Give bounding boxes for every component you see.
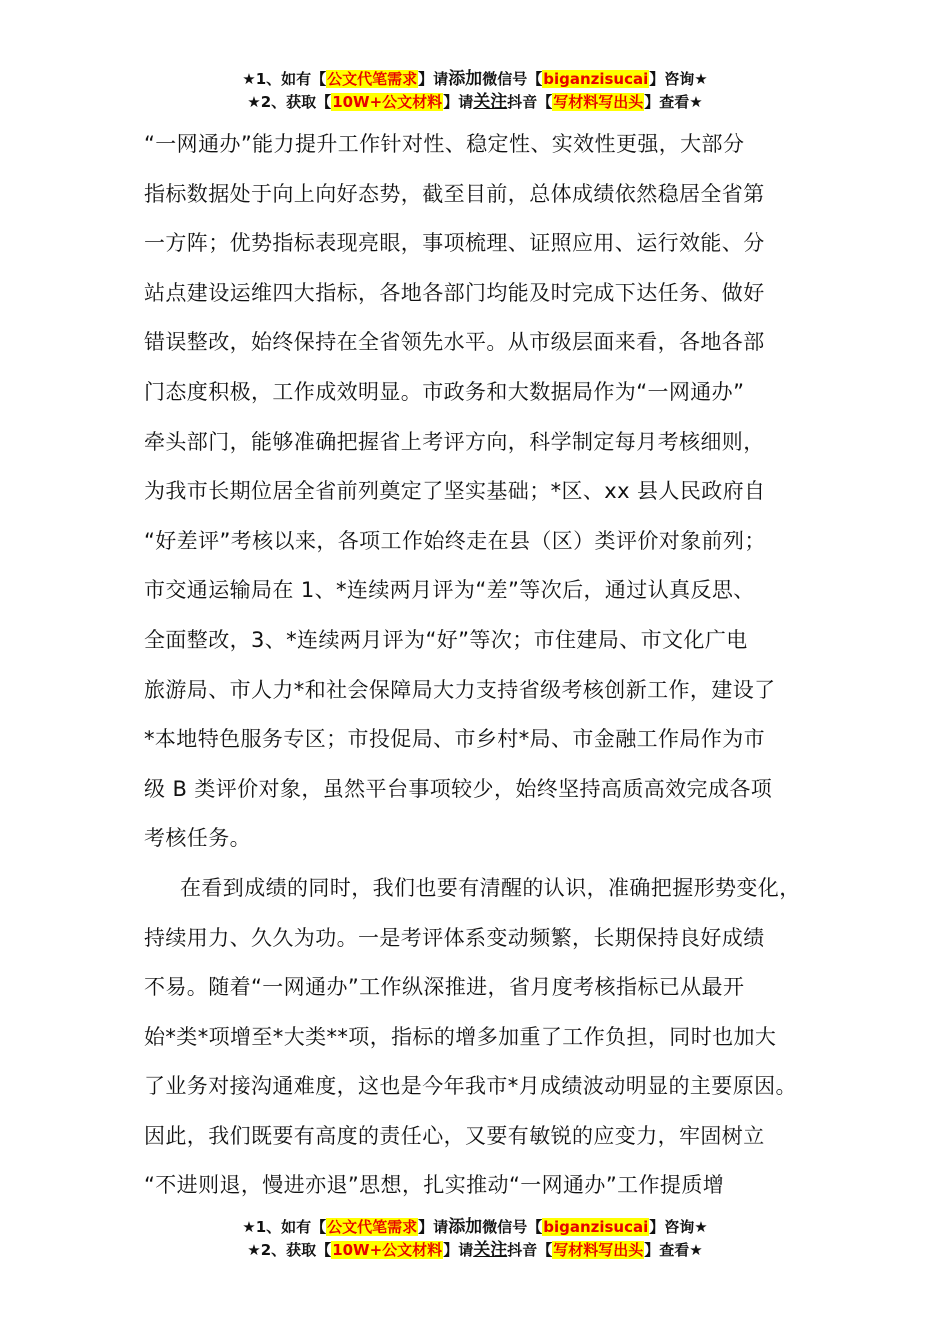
text-line: *本地特色服务专区；市投促局、市乡村*局、市金融工作局作为市 [144,727,765,752]
banner-text: 抖音【 [507,93,553,111]
text-line: 持续用力、久久为功。一是考评体系变动频繁，长期保持良好成绩 [144,925,765,950]
paragraph-2 [144,864,834,1211]
text-line: 因此，我们既要有高度的责任心，又要有敏锐的应变力，牢固树立 [144,1123,765,1148]
banner-line-2 [0,1239,950,1262]
text-line: 门态度积极，工作成效明显。市政务和大数据局作为“一网通办” [144,379,745,404]
highlight-douyin: 写材料写出头 [553,93,644,111]
highlight-materials: 10W+公文材料 [332,93,443,111]
banner-text: ★2、获取【 [247,1241,332,1259]
banner-text: ★1、如有【 [242,70,327,88]
footer-banner [0,1216,950,1262]
text-line: “不进则退，慢进亦退”思想，扎实推动“一网通办”工作提质增 [144,1173,725,1198]
banner-line-1 [0,1216,950,1239]
text-line: 市交通运输局在 1、*连续两月评为“差”等次后，通过认真反思、 [144,578,755,603]
banner-text: 】请 [418,1218,449,1236]
text-line: 了业务对接沟通难度，这也是今年我市*月成绩波动明显的主要原因。 [144,1074,797,1099]
banner-emphasis: 关注 [473,1240,508,1260]
banner-line-2 [0,91,950,114]
text-line: 错误整改，始终保持在全省领先水平。从市级层面来看，各地各部 [144,330,765,355]
highlight-materials: 10W+公文材料 [332,1241,443,1259]
text-line: 一方阵；优势指标表现亮眼，事项梳理、证照应用、运行效能、分 [144,231,765,256]
banner-text: ★2、获取【 [247,93,332,111]
text-line: 为我市长期位居全省前列奠定了坚实基础；*区、xx 县人民政府自 [144,479,766,504]
banner-text: 微信号【 [482,1218,543,1236]
paragraph-1 [144,120,834,864]
banner-text: 微信号【 [482,70,543,88]
highlight-service: 公文代笔需求 [327,1218,418,1236]
highlight-service: 公文代笔需求 [327,70,418,88]
text-line: 旅游局、市人力*和社会保障局大力支持省级考核创新工作，建设了 [144,677,776,702]
highlight-wechat-id: biganzisucai [543,1218,649,1236]
text-line: 不易。随着“一网通办”工作纵深推进，省月度考核指标已从最开 [144,975,745,1000]
banner-text: 】咨询★ [649,70,708,88]
banner-emphasis: 关注 [473,92,508,112]
banner-text: 】请 [443,1241,474,1259]
text-line: 在看到成绩的同时，我们也要有清醒的认识，准确把握形势变化， [180,875,801,900]
highlight-douyin: 写材料写出头 [553,1241,644,1259]
banner-text: ★1、如有【 [242,1218,327,1236]
banner-text: 】查看★ [644,93,703,111]
banner-emphasis: 添加 [448,1217,483,1237]
text-line: 级 B 类评价对象，虽然平台事项较少，始终坚持高质高效完成各项 [144,776,773,801]
header-banner [0,68,950,114]
banner-line-1 [0,68,950,91]
banner-text: 】查看★ [644,1241,703,1259]
text-line: 全面整改，3、*连续两月评为“好”等次；市住建局、市文化广电 [144,627,748,652]
text-line: 站点建设运维四大指标，各地各部门均能及时完成下达任务、做好 [144,280,765,305]
banner-text: 】请 [443,93,474,111]
document-body [144,120,834,1211]
banner-text: 】请 [418,70,449,88]
banner-text: 】咨询★ [649,1218,708,1236]
highlight-wechat-id: biganzisucai [543,70,649,88]
text-line: 牵头部门，能够准确把握省上考评方向，科学制定每月考核细则， [144,429,765,454]
text-line: “一网通办”能力提升工作针对性、稳定性、实效性更强，大部分 [144,132,745,156]
text-line: 指标数据处于向上向好态势，截至目前，总体成绩依然稳居全省第 [144,181,765,206]
banner-emphasis: 添加 [448,69,483,89]
text-line: 考核任务。 [144,826,251,851]
text-line: 始*类*项增至*大类**项，指标的增多加重了工作负担，同时也加大 [144,1024,777,1049]
text-line: “好差评”考核以来，各项工作始终走在县（区）类评价对象前列； [144,528,766,553]
banner-text: 抖音【 [507,1241,553,1259]
